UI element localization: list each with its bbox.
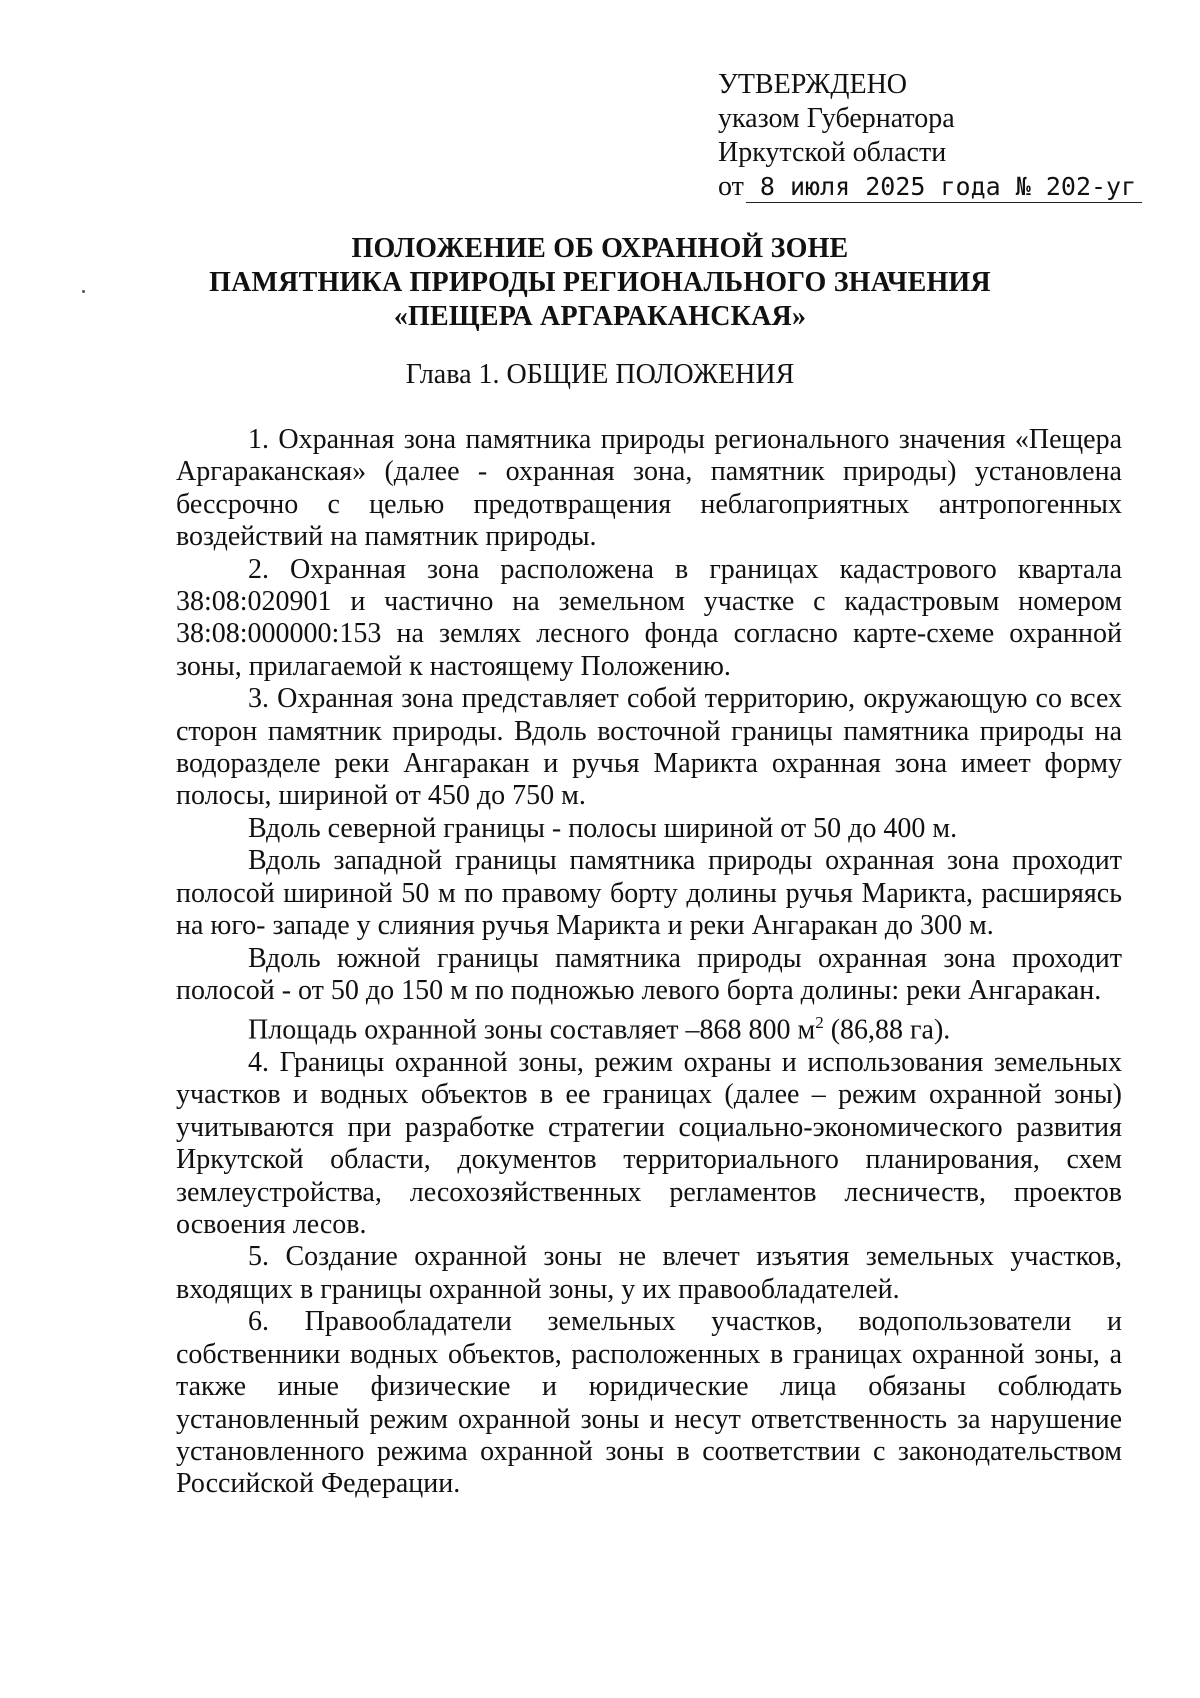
paragraph-3-area (176, 1007, 1122, 1047)
area-text: Площадь охранной зоны составляет –868 800 м (248, 1014, 816, 1046)
area-tail: (86,88 га). (823, 1014, 951, 1046)
paragraph-6: 6. Правообладатели земельных участков, водопользователи и собственники водных объектов, расположенных в границах охранной зоны, а также иные физические и юридические лица обязаны соблюдать установленный режим охранной зоны и несут ответственность за нарушение установленного режима охранной зоны в соответствии с законодательством Российской Федерации. (176, 1306, 1122, 1500)
approval-date-line (718, 170, 1142, 204)
paragraph-3-west: Вдоль западной границы памятника природы охранная зона проходит полосой шириной 50 м по правому борту долины ручья Марикта, расширяясь на юго- западе у слияния ручья Марикта и реки Ангаракан до 300 м. (176, 845, 1122, 942)
paragraph-5: 5. Создание охранной зоны не влечет изъятия земельных участков, входящих в границы охранной зоны, у их правообладателей. (176, 1241, 1122, 1305)
approval-decree: указом Губернатора (718, 103, 955, 134)
paragraph-2: 2. Охранная зона расположена в границах кадастрового квартала 38:08:020901 и частично на земельном участке с кадастровым номером 38:08:000000:153 на землях лесного фонда согласно карте-схеме охранной зоны, прилагаемой к настоящему Положению. (176, 553, 1122, 682)
approval-region: Иркутской области (718, 137, 947, 168)
paragraph-4: 4. Границы охранной зоны, режим охраны и использования земельных участков и водных объектов в ее границах (далее – режим охранной зоны) учитываются при разработке стратегии социально-экономического развития Иркутской области, документов территориального планирования, схем землеустройства, лесохозяйственных регламентов лесничеств, проектов освоения лесов. (176, 1047, 1122, 1241)
document-title (0, 232, 1200, 334)
approval-date-number: 8 июля 2025 года № 202-уг (746, 172, 1142, 203)
title-line-1: ПОЛОЖЕНИЕ ОБ ОХРАННОЙ ЗОНЕ (351, 233, 849, 264)
approval-from-label: от (718, 171, 744, 202)
title-line-3: «ПЕЩЕРА АРГАРАКАНСКАЯ» (393, 301, 807, 332)
approval-heading: УТВЕРЖДЕНО (718, 69, 908, 100)
title-line-2: ПАМЯТНИКА ПРИРОДЫ РЕГИОНАЛЬНОГО ЗНАЧЕНИЯ (209, 267, 991, 298)
approval-stamp (718, 68, 1142, 204)
paragraph-3: 3. Охранная зона представляет собой территорию, окружающую со всех сторон памятник природы. Вдоль восточной границы памятника природы на водоразделе реки Ангаракан и ручья Марикта охранная зона имеет форму полосы, шириной от 450 до 750 м. (176, 683, 1122, 812)
chapter-heading: Глава 1. ОБЩИЕ ПОЛОЖЕНИЯ (405, 359, 795, 390)
document-body (176, 424, 1122, 1501)
area-superscript: 2 (815, 1013, 824, 1033)
paragraph-1: 1. Охранная зона памятника природы регионального значения «Пещера Аргараканская» (далее - охранная зона, памятник природы) установлена бессрочно с целью предотвращения неблагоприятных антропогенных воздействий на памятник природы. (176, 424, 1122, 553)
paragraph-3-north: Вдоль северной границы - полосы шириной от 50 до 400 м. (248, 812, 958, 844)
paragraph-3-south: Вдоль южной границы памятника природы охранная зона проходит полосой - от 50 до 150 м по подножью левого борта долины: реки Ангаракан. (176, 942, 1122, 1006)
